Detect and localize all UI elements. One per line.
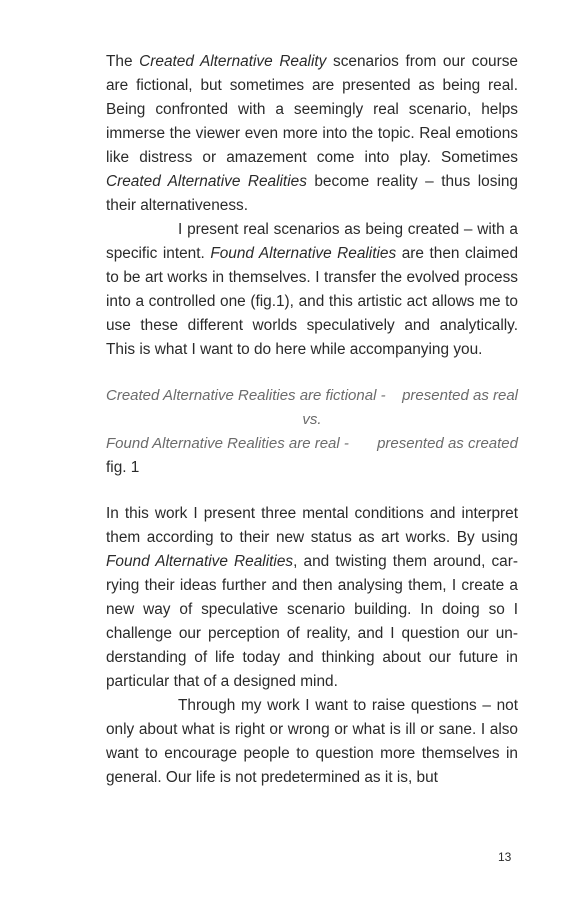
figure-row-created-left: Created Alternative Realities are fictional - (106, 387, 386, 404)
figure-1 (106, 384, 518, 456)
paragraph-1-italic-b: Created Alternative Realities (106, 173, 307, 190)
paragraph-4 (106, 694, 518, 790)
paragraph-3-text-a: In this work I present three mental conditions and interpret them according to their new status as art works. By using (106, 505, 518, 546)
spacer (106, 362, 518, 384)
paragraph-1-text-c: become reality – thus losing their alternativeness. (106, 173, 518, 214)
paragraph-2 (106, 218, 518, 362)
figure-row-found (106, 432, 518, 456)
figure-caption: fig. 1 (106, 459, 140, 476)
paragraph-2-text-b: are then claimed to be art works in themselves. I transfer the evolved process into a controlled one (fig.1), and this artistic act allows me to use these different worlds speculatively and analytically. This is what I want to do here while accompanying you. (106, 245, 519, 358)
paragraph-2-italic-a: Found Alternative Realities (210, 245, 397, 262)
paragraph-3-italic-a: Found Alternative Realities (106, 553, 294, 570)
paragraph-1-text-b: scenarios from our course are fictional, but sometimes are presented as being real. Being confronted with a seemingly real scenario, helps immerse the viewer even more into the topic. Real emotions like distress or amazement come into play. Sometimes (106, 53, 518, 166)
page-body (106, 50, 518, 790)
figure-versus: vs. (302, 411, 322, 428)
paragraph-1-italic-a: Created Alternative Reality (139, 53, 327, 70)
paragraph-3-text-b: , and twisting them around, carrying their ideas further and then analysing them, I create a new way of speculative scenario building. In doing so I challenge our perception of reality, and I question our understanding of life today and thinking about our future in particular that of a designed mind. (106, 553, 519, 690)
paragraph-1 (106, 50, 518, 218)
figure-row-created (106, 384, 518, 408)
paragraph-2-text-a: I present real scenarios as being created – with a specific intent. (106, 221, 518, 262)
figure-row-created-right: presented as real (402, 387, 518, 404)
page-number: 13 (498, 850, 512, 864)
figure-row-found-left: Found Alternative Realities are real - (106, 435, 349, 452)
spacer (106, 480, 518, 502)
figure-row-found-right: presented as created (377, 435, 518, 452)
paragraph-4-text-a: Through my work I want to raise questions – not only about what is right or wrong or what is ill or sane. I also want to encourage people to question more themselves in general. Our life is not predetermined as it is, but (106, 697, 518, 786)
paragraph-1-text-a: The (106, 53, 140, 70)
paragraph-3 (106, 502, 518, 694)
